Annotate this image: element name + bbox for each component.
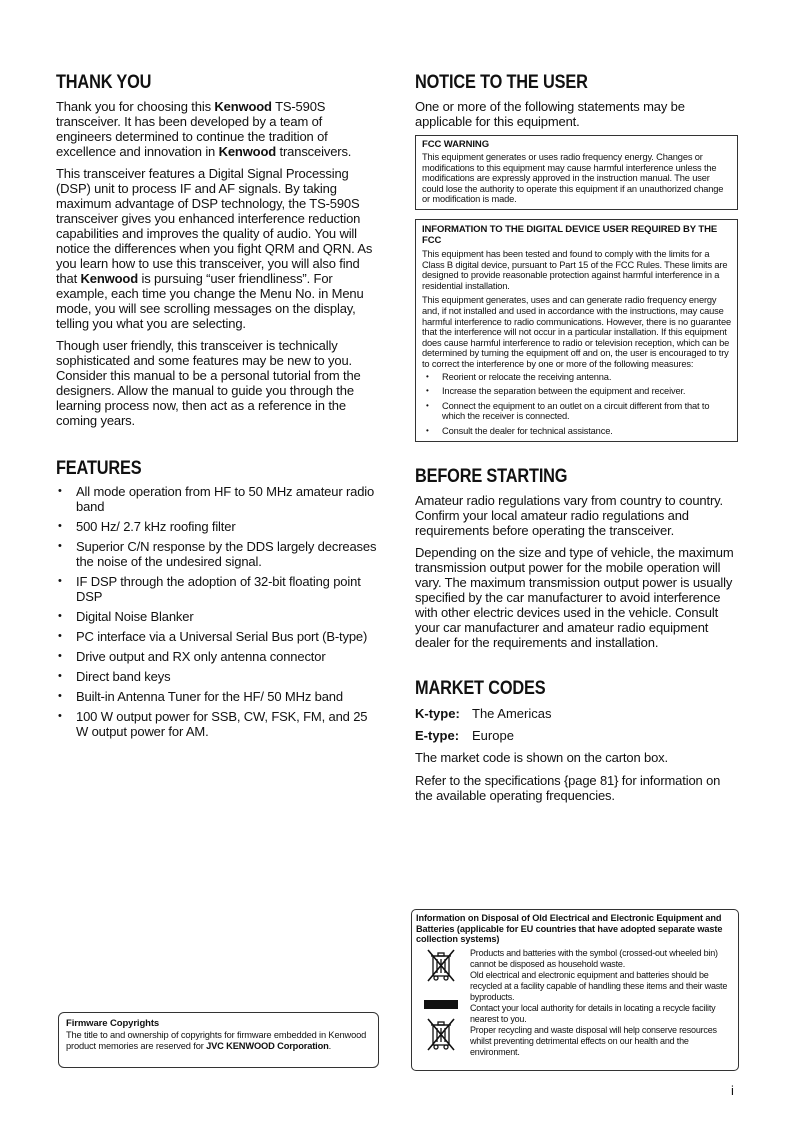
- list-item: • All mode operation from HF to 50 MHz amateur radio band: [56, 484, 380, 514]
- weee-symbols: [416, 948, 470, 1058]
- notice-section: [415, 72, 738, 442]
- features-heading: FEATURES: [56, 458, 142, 479]
- fcc-measures-list: [422, 372, 732, 437]
- weee-disposal-body: [416, 948, 734, 1058]
- separate-collection-bar: [424, 1000, 458, 1009]
- before-starting-paragraph-1: Amateur radio regulations vary from country to country. Confirm your local amateur radio regulations and requirements before operating the transceiver.: [415, 493, 723, 539]
- market-code-row: [415, 728, 738, 743]
- market-codes-heading: MARKET CODES: [415, 678, 546, 700]
- weee-disposal-box: [411, 909, 739, 1071]
- weee-disposal-title: Information on Disposal of Old Electrical and Electronic Equipment and Batteries (applicable for EU countries that have adopted separate waste collection systems): [416, 913, 723, 944]
- list-item: • Reorient or relocate the receiving antenna.: [422, 372, 732, 383]
- list-item: • Superior C/N response by the DDS largely decreases the noise of the undesired signal.: [56, 539, 380, 569]
- list-item: • 500 Hz/ 2.7 kHz roofing filter: [56, 519, 380, 534]
- firmware-copyrights-title: Firmware Copyrights: [66, 1018, 160, 1029]
- list-item: • Built-in Antenna Tuner for the HF/ 50 MHz band: [56, 689, 380, 704]
- market-code-region: The Americas: [472, 706, 552, 722]
- thank-you-heading: THANK YOU: [56, 72, 152, 93]
- market-code-region: Europe: [472, 728, 514, 744]
- thank-you-paragraph-2: This transceiver features a Digital Signal Processing (DSP) unit to process IF and AF signals. By taking maximum advantage of DSP technology, the TS-590S transceiver gives you enhanced interference reduction capabilities and improves the quality of audio. You will notice the differences when you fight QRM and QRN. As you learn how to use this transceiver, you will also find that Kenwood is pursuing “user friendliness”. For example, each time you change the Menu No. in Menu mode, you will see scrolling messages on the display, telling you what you are selecting.: [56, 166, 373, 331]
- list-item: • IF DSP through the adoption of 32-bit floating point DSP: [56, 574, 380, 604]
- page-number: i: [731, 1083, 734, 1098]
- firmware-copyrights-text: The title to and ownership of copyrights for firmware embedded in Kenwood product memories are reserved for JVC KENWOOD Corporation.: [66, 1030, 367, 1051]
- fcc-digital-device-paragraph-1: This equipment has been tested and found to comply with the limits for a Class B digital device, pursuant to Part 15 of the FCC Rules. These limits are designed to provide reasonable protection against harmful interference in a residential installation.: [422, 248, 728, 291]
- market-codes-section: [415, 678, 738, 803]
- weee-disposal-text: Products and batteries with the symbol (crossed-out wheeled bin) cannot be disposed as household waste. Old electrical and electronic equipment and batteries should be recycled at a facility capable of handling these items and their waste byproducts. Contact your local authority for details in locating a recycle facility nearest to you. Proper recycling and waste disposal will help conserve resources whilst preventing detrimental effects on our health and the environment.: [470, 947, 728, 1057]
- before-starting-heading: BEFORE STARTING: [415, 466, 568, 488]
- fcc-warning-text: This equipment generates or uses radio frequency energy. Changes or modifications to this equipment may cause harmful interference unless the modifications are expressly approved in the instruction manual. The user could lose the authority to operate this equipment if an unauthorized change or modification is made.: [422, 152, 724, 205]
- list-item: • Connect the equipment to an outlet on a circuit different from that to which the receiver is connected.: [422, 401, 732, 422]
- market-code-row: [415, 706, 738, 721]
- notice-intro: One or more of the following statements may be applicable for this equipment.: [415, 99, 685, 129]
- fcc-digital-device-title: INFORMATION TO THE DIGITAL DEVICE USER REQUIRED BY THE FCC: [422, 223, 718, 246]
- list-item: • 100 W output power for SSB, CW, FSK, FM, and 25 W output power for AM.: [56, 709, 380, 739]
- list-item: • Direct band keys: [56, 669, 380, 684]
- firmware-copyrights-box: [58, 1012, 379, 1068]
- fcc-digital-device-box: [415, 219, 738, 443]
- notice-heading: NOTICE TO THE USER: [415, 72, 588, 93]
- thank-you-paragraph-3: Though user friendly, this transceiver is technically sophisticated and some features may be new to you. Consider this manual to be a personal tutorial from the designers. Allow the manual to guide you through the learning process now, then act as a reference in the coming years.: [56, 338, 361, 428]
- crossed-out-bin-icon: [420, 948, 462, 982]
- thank-you-section: [56, 72, 380, 428]
- fcc-warning-box: [415, 135, 738, 210]
- before-starting-section: [415, 466, 738, 650]
- fcc-digital-device-paragraph-2: This equipment generates, uses and can generate radio frequency energy and, if not installed and used in accordance with the instructions, may cause harmful interference to radio communications. However, there is no guarantee that the interference will not occur in a particular installation. If this equipment does cause harmful interference to radio or television reception, which can be determined by turning the equipment off and on, the user is encouraged to try to correct the interference by one or more of the following measures:: [422, 295, 731, 369]
- before-starting-paragraph-2: Depending on the size and type of vehicle, the maximum transmission output power for the mobile operation will vary. The maximum transmission output power is usually specified by the car manufacturer to avoid interference with other electric devices used in the vehicle. Consult your car manufacturer and amateur radio equipment dealer for the requirements and installation.: [415, 545, 734, 651]
- crossed-out-bin-icon: [420, 1017, 462, 1051]
- thank-you-paragraph-1: Thank you for choosing this Kenwood TS-590S transceiver. It has been developed by a team of engineers determined to continue the tradition of excellence and innovation in Kenwood transceivers.: [56, 99, 352, 159]
- list-item: • Digital Noise Blanker: [56, 609, 380, 624]
- right-column: [415, 72, 738, 803]
- list-item: • Consult the dealer for technical assistance.: [422, 426, 732, 437]
- list-item: • PC interface via a Universal Serial Bus port (B-type): [56, 629, 380, 644]
- features-section: [56, 458, 380, 739]
- market-code-label: E-type:: [415, 728, 460, 744]
- features-list: [56, 484, 380, 739]
- market-codes-note: The market code is shown on the carton box.: [415, 750, 668, 766]
- market-codes-reference: Refer to the specifications {page 81} for information on the available operating frequencies.: [415, 773, 721, 804]
- market-code-label: K-type:: [415, 706, 460, 722]
- left-column: [56, 72, 380, 739]
- list-item: • Increase the separation between the equipment and receiver.: [422, 386, 732, 397]
- fcc-warning-title: FCC WARNING: [422, 139, 489, 150]
- list-item: • Drive output and RX only antenna connector: [56, 649, 380, 664]
